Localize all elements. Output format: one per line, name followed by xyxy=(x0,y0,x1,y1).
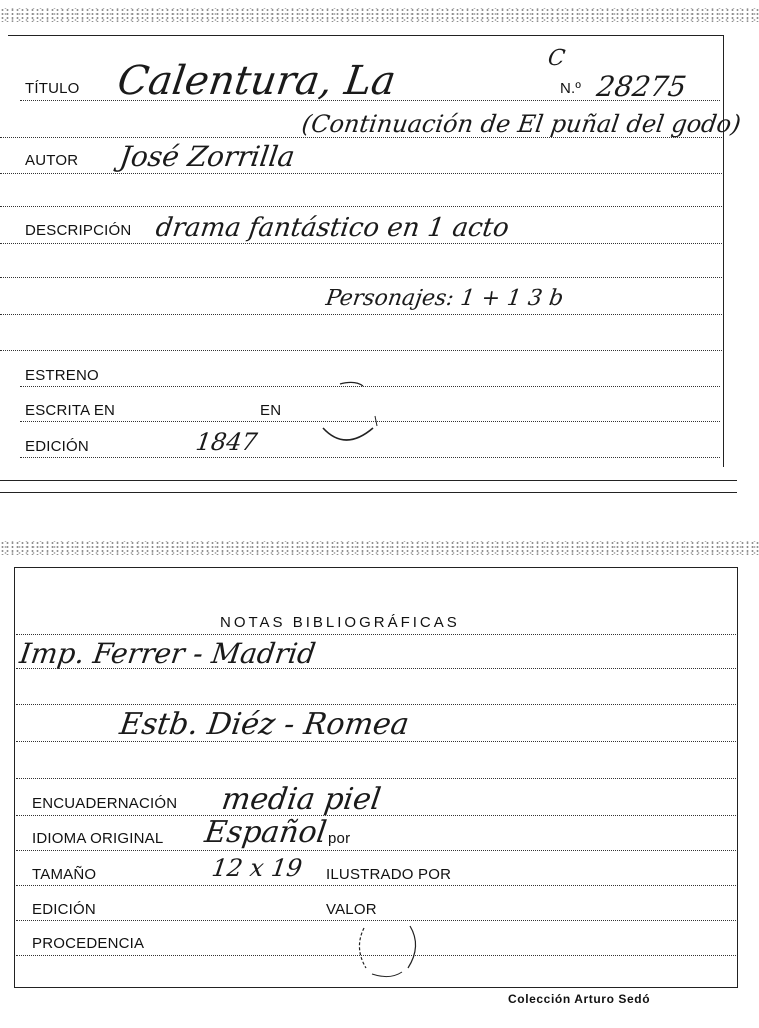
card-2-left-border xyxy=(14,567,15,987)
descripcion-value: drama fantástico en 1 acto xyxy=(153,213,511,243)
idioma-original-label: IDIOMA ORIGINAL xyxy=(32,830,164,847)
encuadernacion-label: ENCUADERNACIÓN xyxy=(32,795,178,812)
valor-label: VALOR xyxy=(326,901,377,918)
note-line-2: Estb. Diéz - Romea xyxy=(117,707,412,742)
hole-punch-mark-2 xyxy=(350,920,430,982)
card-2-bottom-border xyxy=(14,987,738,988)
notas-header-line xyxy=(16,634,736,635)
encuadernacion-line xyxy=(16,815,736,816)
collection-footer: Colección Arturo Sedó xyxy=(508,992,651,1006)
tamano-label: TAMAÑO xyxy=(32,866,97,883)
descripcion-label: DESCRIPCIÓN xyxy=(25,222,132,239)
procedencia-label: PROCEDENCIA xyxy=(32,935,145,952)
escrita-en-label: ESCRITA EN xyxy=(25,402,116,419)
tamano-value: 12 x 19 xyxy=(210,854,304,882)
blank-line-5 xyxy=(16,778,736,779)
en-label: EN xyxy=(260,402,282,419)
numero-label: N.º xyxy=(560,80,582,97)
encuadernacion-value: media piel xyxy=(219,782,384,817)
notas-header: NOTAS BIBLIOGRÁFICAS xyxy=(220,614,460,631)
ilustrado-por-label: ILUSTRADO POR xyxy=(326,866,452,883)
autor-value: José Zorrilla xyxy=(117,140,297,173)
tamano-line xyxy=(16,885,736,886)
idioma-original-line xyxy=(16,850,736,851)
personajes-value: Personajes: 1 + 1 3 b xyxy=(324,286,565,311)
note-line-1-rule xyxy=(16,668,736,669)
numero-mark: C xyxy=(546,46,567,71)
autor-label: AUTOR xyxy=(25,152,79,169)
edicion-value: 1847 xyxy=(194,428,260,456)
blank-line-4 xyxy=(16,704,736,705)
por-label: por xyxy=(328,830,351,847)
card-2-top-speckle xyxy=(0,541,759,555)
estreno-label: ESTRENO xyxy=(25,367,99,384)
card-2-top-border xyxy=(14,567,738,568)
titulo-label: TÍTULO xyxy=(25,80,80,97)
note-line-2-rule xyxy=(16,741,736,742)
edicion-label: EDICIÓN xyxy=(25,438,89,455)
edicion-2-label: EDICIÓN xyxy=(32,901,96,918)
idioma-original-value: Español xyxy=(202,815,329,850)
numero-value: 28275 xyxy=(594,70,689,103)
subtitulo-value: (Continuación de El puñal del godo) xyxy=(300,110,743,138)
note-line-1: Imp. Ferrer - Madrid xyxy=(17,637,318,670)
card-2-right-border xyxy=(737,567,738,987)
titulo-value: Calentura, La xyxy=(114,58,399,104)
